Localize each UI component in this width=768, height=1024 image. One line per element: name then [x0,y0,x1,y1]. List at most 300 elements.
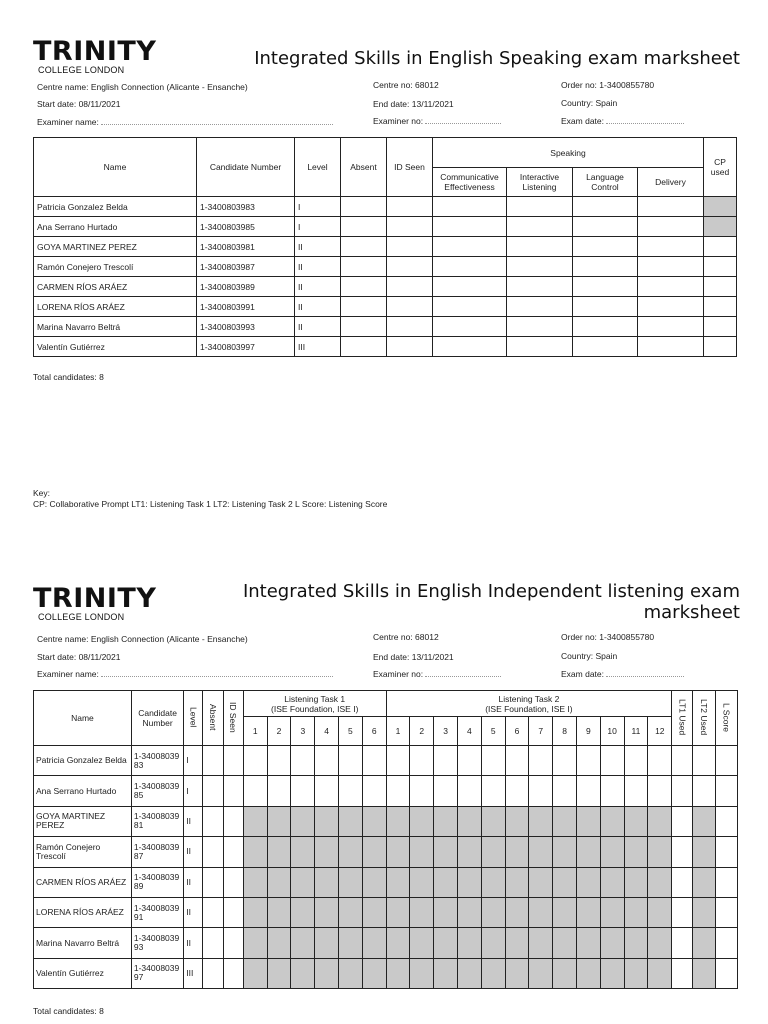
score-cell[interactable] [410,928,434,958]
candidate-name: Patricia Gonzalez Belda [34,197,197,217]
cp-used-cell[interactable] [704,257,737,277]
lt1-used-cell[interactable] [672,867,693,897]
candidate-name: GOYA MARTINEZ PEREZ [34,237,197,257]
l-score-cell[interactable] [715,806,737,836]
score-cell[interactable] [410,867,434,897]
score-cell[interactable] [386,806,410,836]
id-seen-cell[interactable] [387,257,433,277]
score-cell[interactable] [291,897,315,927]
score-cell[interactable] [576,928,600,958]
score-cell[interactable] [434,746,458,776]
score-cell[interactable] [457,776,481,806]
candidate-number: 1-3400803985 [197,217,295,237]
id-seen-cell[interactable] [223,746,243,776]
id-seen-cell[interactable] [387,297,433,317]
score-cell[interactable] [600,837,624,867]
candidate-number: 1-3400803997 [197,337,295,357]
speaking-total-candidates: Total candidates: 8 [33,372,104,382]
lt2-item-9: 9 [576,717,600,746]
table-row [34,928,738,958]
score-cell[interactable] [315,897,339,927]
col-lt1-used-label: LT1 Used [677,698,688,736]
score-cell[interactable] [576,867,600,897]
cp-used-cell[interactable] [704,317,737,337]
col-level: Level [295,138,341,197]
score-cell[interactable] [576,806,600,836]
cp-used-cell[interactable] [704,337,737,357]
id-seen-cell[interactable] [387,217,433,237]
score-cell[interactable] [434,776,458,806]
language-cell[interactable] [573,337,638,357]
score-cell[interactable] [457,928,481,958]
candidate-name: Marina Navarro Beltrá [34,317,197,337]
id-seen-cell[interactable] [223,958,243,988]
interactive-cell[interactable] [507,237,573,257]
score-cell[interactable] [553,958,577,988]
score-cell[interactable] [505,806,529,836]
score-cell[interactable] [457,958,481,988]
score-cell[interactable] [624,958,648,988]
interactive-cell[interactable] [507,317,573,337]
score-cell[interactable] [529,867,553,897]
delivery-cell[interactable] [638,257,704,277]
score-cell[interactable] [315,837,339,867]
communicative-cell[interactable] [433,217,507,237]
score-cell[interactable] [600,746,624,776]
score-cell[interactable] [553,746,577,776]
examiner-no-field[interactable] [373,116,501,126]
score-cell[interactable] [243,867,267,897]
score-cell[interactable] [291,867,315,897]
absent-cell[interactable] [203,897,223,927]
absent-cell[interactable] [203,958,223,988]
absent-cell[interactable] [341,337,387,357]
score-cell[interactable] [529,928,553,958]
l-score-cell[interactable] [715,897,737,927]
col-candidate-number: Candidate Number [131,691,183,746]
score-cell[interactable] [434,837,458,867]
lt1-used-cell[interactable] [672,746,693,776]
score-cell[interactable] [410,958,434,988]
lt2-used-cell[interactable] [693,837,715,867]
score-cell[interactable] [481,746,505,776]
lt1-used-cell[interactable] [672,897,693,927]
score-cell[interactable] [505,776,529,806]
score-cell[interactable] [553,806,577,836]
score-cell[interactable] [648,776,672,806]
score-cell[interactable] [291,958,315,988]
score-cell[interactable] [291,746,315,776]
score-cell[interactable] [243,806,267,836]
score-cell[interactable] [243,928,267,958]
score-cell[interactable] [576,897,600,927]
score-cell[interactable] [339,746,363,776]
communicative-cell[interactable] [433,297,507,317]
lt1-used-cell[interactable] [672,928,693,958]
table-row [34,958,738,988]
absent-cell[interactable] [341,297,387,317]
score-cell[interactable] [624,776,648,806]
score-cell[interactable] [624,928,648,958]
score-cell[interactable] [243,776,267,806]
score-cell[interactable] [267,958,291,988]
l-score-cell[interactable] [715,867,737,897]
lt2-used-cell[interactable] [693,928,715,958]
language-cell[interactable] [573,197,638,217]
score-cell[interactable] [267,746,291,776]
score-cell[interactable] [624,867,648,897]
candidate-level: II [295,237,341,257]
exam-date-field[interactable] [561,669,684,679]
score-cell[interactable] [481,867,505,897]
interactive-cell[interactable] [507,297,573,317]
country: Country: Spain [561,98,618,108]
score-cell[interactable] [648,867,672,897]
score-cell[interactable] [386,867,410,897]
col-delivery: Delivery [638,168,704,197]
delivery-cell[interactable] [638,337,704,357]
country: Country: Spain [561,651,618,661]
score-cell[interactable] [529,776,553,806]
score-cell[interactable] [243,746,267,776]
lt2-used-cell[interactable] [693,746,715,776]
score-cell[interactable] [434,958,458,988]
lt1-used-cell[interactable] [672,776,693,806]
score-cell[interactable] [362,776,386,806]
id-seen-cell[interactable] [223,776,243,806]
lt2-item-3: 3 [434,717,458,746]
score-cell[interactable] [434,928,458,958]
interactive-cell[interactable] [507,197,573,217]
l-score-cell[interactable] [715,958,737,988]
score-cell[interactable] [291,928,315,958]
absent-cell[interactable] [203,776,223,806]
candidate-name: Ana Serrano Hurtado [34,217,197,237]
centre-no: Centre no: 68012 [373,80,439,90]
score-cell[interactable] [457,867,481,897]
lt2-used-cell[interactable] [693,806,715,836]
score-cell[interactable] [529,837,553,867]
score-cell[interactable] [624,837,648,867]
absent-cell[interactable] [203,806,223,836]
score-cell[interactable] [553,837,577,867]
score-cell[interactable] [410,897,434,927]
score-cell[interactable] [648,806,672,836]
score-cell[interactable] [529,897,553,927]
candidate-level: I [184,776,203,806]
col-id-seen: ID Seen [387,138,433,197]
lt2-used-cell[interactable] [693,897,715,927]
interactive-cell[interactable] [507,257,573,277]
language-cell[interactable] [573,257,638,277]
score-cell[interactable] [576,746,600,776]
score-cell[interactable] [648,897,672,927]
col-lt2-used [693,691,715,746]
score-cell[interactable] [576,837,600,867]
score-cell[interactable] [648,958,672,988]
score-cell[interactable] [291,776,315,806]
candidate-level: I [184,746,203,776]
col-communicative: Communicative Effectiveness [433,168,507,197]
score-cell[interactable] [315,746,339,776]
absent-cell[interactable] [341,257,387,277]
examiner-no-label: Examiner no: [373,669,424,679]
col-name: Name [34,138,197,197]
logo-subtitle: COLLEGE LONDON [38,65,125,75]
cp-used-cell[interactable] [704,217,737,237]
score-cell[interactable] [481,806,505,836]
lt2-used-cell[interactable] [693,776,715,806]
language-cell[interactable] [573,237,638,257]
examiner-no-field[interactable] [373,669,501,679]
score-cell[interactable] [267,867,291,897]
score-cell[interactable] [339,958,363,988]
score-cell[interactable] [243,837,267,867]
id-seen-cell[interactable] [223,806,243,836]
id-seen-cell[interactable] [387,337,433,357]
score-cell[interactable] [648,928,672,958]
score-cell[interactable] [339,837,363,867]
score-cell[interactable] [243,897,267,927]
score-cell[interactable] [505,746,529,776]
score-cell[interactable] [553,776,577,806]
candidate-level: III [295,337,341,357]
interactive-cell[interactable] [507,277,573,297]
score-cell[interactable] [315,806,339,836]
col-level [184,691,203,746]
score-cell[interactable] [362,746,386,776]
score-cell[interactable] [624,806,648,836]
absent-cell[interactable] [341,217,387,237]
score-cell[interactable] [386,776,410,806]
lt1-used-cell[interactable] [672,806,693,836]
id-seen-cell[interactable] [223,928,243,958]
lt1-used-cell[interactable] [672,837,693,867]
score-cell[interactable] [410,776,434,806]
id-seen-cell[interactable] [387,317,433,337]
score-cell[interactable] [600,776,624,806]
candidate-level: II [295,297,341,317]
delivery-cell[interactable] [638,197,704,217]
score-cell[interactable] [457,746,481,776]
interactive-cell[interactable] [507,337,573,357]
id-seen-cell[interactable] [223,897,243,927]
score-cell[interactable] [362,837,386,867]
score-cell[interactable] [339,897,363,927]
score-cell[interactable] [505,958,529,988]
score-cell[interactable] [434,806,458,836]
score-cell[interactable] [434,897,458,927]
lt1-item-4: 4 [315,717,339,746]
candidate-number: 1-3400803989 [197,277,295,297]
score-cell[interactable] [386,928,410,958]
score-cell[interactable] [339,928,363,958]
interactive-cell[interactable] [507,217,573,237]
lt2-used-cell[interactable] [693,958,715,988]
score-cell[interactable] [600,958,624,988]
candidate-level: III [184,958,203,988]
score-cell[interactable] [600,806,624,836]
score-cell[interactable] [457,837,481,867]
communicative-cell[interactable] [433,277,507,297]
candidate-name: Ramón Conejero Trescolí [34,837,132,867]
score-cell[interactable] [457,806,481,836]
score-cell[interactable] [624,897,648,927]
l-score-cell[interactable] [715,837,737,867]
communicative-cell[interactable] [433,237,507,257]
score-cell[interactable] [362,897,386,927]
col-candidate-number: Candidate Number [197,138,295,197]
score-cell[interactable] [648,837,672,867]
score-cell[interactable] [600,897,624,927]
delivery-cell[interactable] [638,297,704,317]
candidate-name: Valentín Gutiérrez [34,337,197,357]
score-cell[interactable] [386,897,410,927]
delivery-cell[interactable] [638,277,704,297]
score-cell[interactable] [505,837,529,867]
score-cell[interactable] [410,746,434,776]
score-cell[interactable] [386,837,410,867]
score-cell[interactable] [315,928,339,958]
cp-used-cell[interactable] [704,277,737,297]
score-cell[interactable] [362,928,386,958]
score-cell[interactable] [553,867,577,897]
score-cell[interactable] [576,776,600,806]
score-cell[interactable] [600,867,624,897]
score-cell[interactable] [529,958,553,988]
score-cell[interactable] [553,897,577,927]
score-cell[interactable] [505,867,529,897]
absent-cell[interactable] [341,277,387,297]
communicative-cell[interactable] [433,317,507,337]
score-cell[interactable] [267,776,291,806]
end-date: End date: 13/11/2021 [373,99,454,109]
listening-total-candidates: Total candidates: 8 [33,1006,104,1016]
exam-date-label: Exam date: [561,669,604,679]
score-cell[interactable] [267,928,291,958]
score-cell[interactable] [291,837,315,867]
score-cell[interactable] [434,867,458,897]
communicative-cell[interactable] [433,257,507,277]
candidate-level: II [295,257,341,277]
lt2-used-cell[interactable] [693,867,715,897]
examiner-name-field[interactable] [37,117,333,127]
absent-cell[interactable] [341,237,387,257]
score-cell[interactable] [481,837,505,867]
lt2-title: Listening Task 2 [498,693,560,704]
absent-cell[interactable] [203,746,223,776]
lt1-used-cell[interactable] [672,958,693,988]
cp-used-cell[interactable] [704,297,737,317]
id-seen-cell[interactable] [387,237,433,257]
exam-date-field[interactable] [561,116,684,126]
score-cell[interactable] [600,928,624,958]
score-cell[interactable] [386,958,410,988]
absent-cell[interactable] [341,197,387,217]
id-seen-cell[interactable] [387,197,433,217]
lt2-item-7: 7 [529,717,553,746]
absent-cell[interactable] [203,928,223,958]
score-cell[interactable] [267,806,291,836]
score-cell[interactable] [457,897,481,927]
language-cell[interactable] [573,217,638,237]
score-cell[interactable] [410,837,434,867]
score-cell[interactable] [553,928,577,958]
score-cell[interactable] [362,806,386,836]
language-cell[interactable] [573,317,638,337]
score-cell[interactable] [481,958,505,988]
table-row [34,257,737,277]
communicative-cell[interactable] [433,197,507,217]
score-cell[interactable] [481,897,505,927]
col-listening-task-1 [243,691,386,717]
score-cell[interactable] [339,776,363,806]
examiner-no-label: Examiner no: [373,116,424,126]
score-cell[interactable] [362,958,386,988]
id-seen-cell[interactable] [387,277,433,297]
id-seen-cell[interactable] [223,837,243,867]
score-cell[interactable] [624,746,648,776]
table-row [34,806,738,836]
score-cell[interactable] [362,867,386,897]
score-cell[interactable] [315,958,339,988]
delivery-cell[interactable] [638,317,704,337]
table-row [34,337,737,357]
score-cell[interactable] [648,746,672,776]
cp-used-cell[interactable] [704,197,737,217]
absent-cell[interactable] [341,317,387,337]
cp-used-cell[interactable] [704,237,737,257]
col-absent-label: Absent [208,703,219,731]
listening-title-line2: marksheet [643,602,740,623]
score-cell[interactable] [267,837,291,867]
score-cell[interactable] [267,897,291,927]
communicative-cell[interactable] [433,337,507,357]
delivery-cell[interactable] [638,237,704,257]
l-score-cell[interactable] [715,928,737,958]
score-cell[interactable] [410,806,434,836]
language-cell[interactable] [573,297,638,317]
start-date: Start date: 08/11/2021 [37,99,121,109]
l-score-cell[interactable] [715,776,737,806]
col-id-seen-label: ID Seen [228,701,239,733]
score-cell[interactable] [243,958,267,988]
absent-cell[interactable] [203,867,223,897]
score-cell[interactable] [386,746,410,776]
score-cell[interactable] [481,928,505,958]
id-seen-cell[interactable] [223,867,243,897]
score-cell[interactable] [505,928,529,958]
score-cell[interactable] [481,776,505,806]
col-cp-used: CP used [704,138,737,197]
score-cell[interactable] [529,806,553,836]
score-cell[interactable] [291,806,315,836]
score-cell[interactable] [315,867,339,897]
candidate-level: I [295,197,341,217]
score-cell[interactable] [529,746,553,776]
score-cell[interactable] [339,806,363,836]
examiner-name-field[interactable] [37,669,333,679]
delivery-cell[interactable] [638,217,704,237]
candidate-number: 1-3400803983 [197,197,295,217]
absent-cell[interactable] [203,837,223,867]
score-cell[interactable] [315,776,339,806]
score-cell[interactable] [576,958,600,988]
language-cell[interactable] [573,277,638,297]
l-score-cell[interactable] [715,746,737,776]
score-cell[interactable] [505,897,529,927]
score-cell[interactable] [339,867,363,897]
